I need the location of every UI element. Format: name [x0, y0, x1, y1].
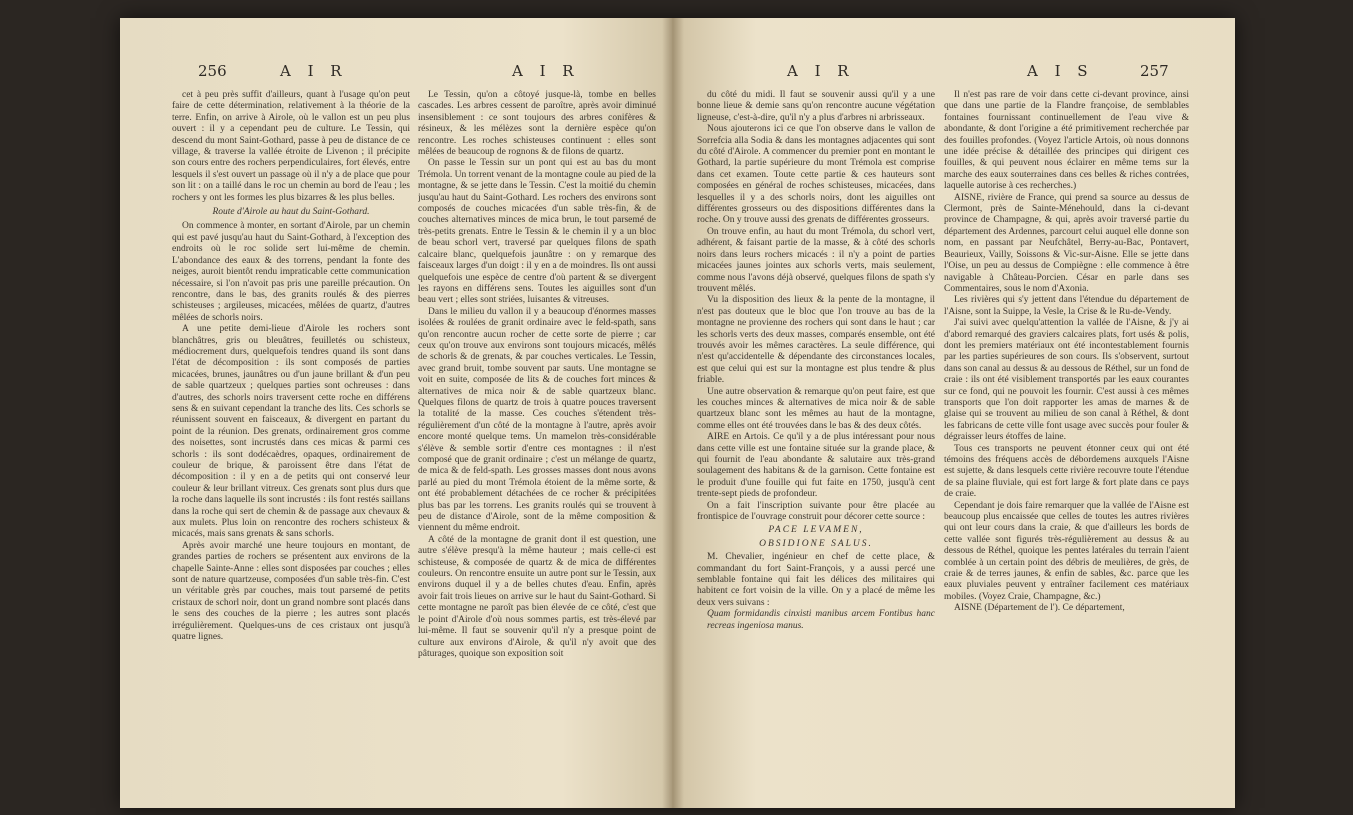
latin-verse: Quam formidandis cinxisti manibus arcem Fontibus hanc recreas ingeniosa manus.: [707, 609, 935, 631]
inscription-line-1: PACE LEVAMEN,: [768, 525, 864, 536]
paragraph: AISNE, rivière de France, qui prend sa source au dessus de Clermont, près de Sainte-Ménehould, dans la ci-devant province de Champagne, & qui, après avoir traversé partie du département des Ardennes, parcourt celui auquel elle donne son nom, en passant par Neufchâtel, Berry-au-Bac, Pontavert, Beaurieux, Vailly, Soissons & Vic-sur-Aisne. Elle se jette dans l'Oise, un peu au dessus de Compiègne : elle commence à être navigable à Château-Porcien. César en parle dans ses Commentaires, sous le nom d'Axonia.: [944, 192, 1189, 294]
paragraph: On trouve enfin, au haut du mont Trémola, du schorl vert, adhérent, & faisant partie de la masse, & à côté des schorls noirs dans leurs rochers micacés : il n'y a point de parties micacées jaunes jointes aux schorls verts, mais seulement, comme nous l'avons déjà observé, quelques filons de spath s'y trouvent mêlés.: [697, 226, 935, 294]
paragraph: Cependant je dois faire remarquer que la vallée de l'Aisne est beaucoup plus encaissée que celles de toutes les autres rivières qui ont leur cours dans la craie, & que d'ailleurs les bords de cette vallée sont figurés très-régulièrement au dessus & au dessous de Réthel, quoique les pentes latérales du terrain l'aient comblée à un certain point des débris de meulières, de grès, de craie & de terres jaunes, & enfin de sables, &c. parce que les eaux pluviales peuvent y entraîner facilement ces matériaux mobiles. (Voyez Craie, Champagne, &c.): [944, 500, 1189, 602]
left-page-column-1: [172, 90, 410, 730]
right-page-header: [672, 62, 1235, 86]
right-running-head-2: A I S: [1027, 62, 1094, 80]
open-book: [120, 18, 1235, 808]
right-running-head-1: A I R: [787, 62, 855, 80]
left-running-head-2: A I R: [512, 62, 580, 80]
paragraph: Vu la disposition des lieux & la pente de la montagne, il n'est pas douteux que le bloc que l'on trouve au bas de la montagne ne provienne des rochers qui sont dans le haut ; car les schorls verts des deux masses, comparés ensemble, ont été trouvés avoir les mêmes caractères. La seule différence, qui n'est qu'accidentelle & dépendante des circonstances locales, est que celui qui est sur la montagne est plus tendre & plus friable.: [697, 295, 935, 386]
right-page: [672, 18, 1235, 808]
right-page-column-2: [944, 90, 1189, 730]
right-page-column-1: [697, 90, 935, 730]
left-running-head-1: A I R: [280, 62, 348, 80]
paragraph: AISNE (Département de l'). Ce département,: [954, 603, 1125, 614]
left-page-column-2: [418, 90, 656, 730]
paragraph: AIRE en Artois. Ce qu'il y a de plus intéressant pour nous dans cette ville est une fontaine située sur la grande place, & qui fournit de l'eau abondante & salutaire aux très-grand soulagement des habitans & de la garnison. Cette fontaine est le produit d'une fouille qui fut faite en 1750, jusqu'à cent trente-sept pieds de profondeur.: [697, 432, 935, 500]
paragraph: cet à peu près suffit d'ailleurs, quant à l'usage qu'on peut faire de cette détermination, relativement à la théorie de la terre. Enfin, on arrive à Airole, où le vallon est un peu plus ouvert : il y a cependant peu de culture. Le Tessin, qui descend du mont Saint-Gothard, passe à peu de distance de ce village, & traverse la vallée étroite de Livenon ; il précipite son cours entre des rochers perpendiculaires, fort élevés, entre lesquels il s'est ouvert un passage où il n'y a de place que pour son lit : on a taillé dans le roc un chemin au bord de l'eau ; les rochers y ont les formes les plus bizarres & les plus belles.: [172, 90, 410, 203]
paragraph: On a fait l'inscription suivante pour être placée au frontispice de l'ouvrage construit pour décorer cette source :: [697, 500, 935, 523]
left-page: [120, 18, 672, 808]
paragraph: Tous ces transports ne peuvent étonner ceux qui ont été témoins des fréquens accès de débordemens auxquels l'Aisne est sujette, & dans lesquels cette rivière recouvre toute l'étendue de sa plaine fluviale, qui est fort large & fort plate dans ce pays de craie.: [944, 443, 1189, 500]
paragraph: M. Chevalier, ingénieur en chef de cette place, & commandant du fort Saint-François, y a aussi percé une semblable fontaine qui fait les délices des militaires qui habitent ce fort voisin de la ville. On y a placé de même les deux vers suivans :: [697, 552, 935, 608]
section-heading: Route d'Airole au haut du Saint-Gothard.: [212, 207, 370, 218]
left-page-header: [120, 62, 672, 86]
book-gutter: [662, 18, 684, 808]
paragraph: On commence à monter, en sortant d'Airole, par un chemin qui est pavé jusqu'au haut du Saint-Gothard, à l'exception des endroits où le roc solide sert lui-même de chemin. L'abondance des eaux & des torrens, pendant la fonte des neiges, auroit bientôt rendu impraticable cette communication nécessaire, si l'on n'avoit pas pris une pareille précaution. On rencontre, dans le bas, des granits roulés & des pierres schisteuses ; argileuses, micacées, mêlées de quartz, d'autres mêlées de schorls noirs.: [172, 221, 410, 323]
paragraph: A côté de la montagne de granit dont il est question, une autre s'élève presqu'à la même hauteur ; mais celle-ci est schisteuse, & composée de quartz & de mica de différentes couleurs. On rencontre ensuite un autre pont sur le Tessin, aux environs duquel il y a de belles chutes d'eau. Enfin, après avoir fait trois lieues on arrive sur le haut du Saint-Gothard. Si cette montagne ne paroît pas bien élevée de ce côté, c'est que le point d'Airole d'où nous sommes partis, est très-élevé par lui-même. Il faut se souvenir qu'il n'y a presque point de culture aux environs d'Airole, & qu'il n'y avoit que des pâturages, quoique son exposition soit: [418, 534, 656, 659]
paragraph: Dans le milieu du vallon il y a beaucoup d'énormes masses isolées & roulées de granit ordinaire avec le feld-spath, sans qu'on rencontre aucun rocher de cette sorte de pierre ; car ceux qu'on trouve aux environs sont toujours micacés, mêlés de schorls & de grenats, & par couches verticales. Le Tessin, avec grand bruit, tombe souvent par sauts. Une montagne se voit en suite, composée de lits & de couches fort minces & alternatives de mica noir & de sable quartzeux blanc. Quelques filons de quartz de trois à quatre pouces traversent la totalité de la masse. Ces couches s'étendent très-régulièrement d'un côté de la montagne à l'autre, après avoir encore monté quelque tems. Un mamelon très-considérable s'élève & semble sortir d'entre ces montagnes : il n'est composé que de granit ordinaire ; c'est un mélange de quartz, de mica & de feld-spath. Les grosses masses dont nous avons parlé au pied du mont Trémola étoient de la même sorte, & ont été probablement détachées de ce rocher & précipitées plus bas par les torrens. Les granits roulés qui se trouvent à peu de distance d'Airole, sont de la même composition & viennent du même endroit.: [418, 306, 656, 534]
paragraph: Nous ajouterons ici ce que l'on observe dans le vallon de Sorrefcia alla Sodia & dans les montagnes adjacentes qui sont du côté d'Airole. A commencer du premier pont en montant le Gothard, la partie supérieure du mont Trémola est comprise dans cet examen. Toute cette partie & ces hauteurs sont composées en général de roches schisteuses, micacées, dans lesquelles il y a des schorls noirs, dont les aiguilles ont différentes grosseurs ou des dispositions différentes dans la roche. On y trouve aussi des grenats de différentes grosseurs.: [697, 124, 935, 226]
paragraph: Le Tessin, qu'on a côtoyé jusque-là, tombe en belles cascades. Les arbres cessent de paroître, après avoir diminué insensiblement : ce sont toujours des arbres conifères & résineux, & les mélèzes sont la dernière espèce qu'on rencontre. Les roches schisteuses continuent : elles sont mêlées de beaucoup de rognons & de filons de quartz.: [418, 90, 656, 158]
paragraph: A une petite demi-lieue d'Airole les rochers sont blanchâtres, gris ou bleuâtres, feuilletés ou schisteux, médiocrement durs, quelquefois tendres quand ils sont dans l'état de décomposition : ils sont composés de parties micacées, brunes, jaunâtres ou d'un jaune brillant & d'un peu de sable quartzeux ; quelques parties sont ochreuses : dans d'autres, des schorls noirs traversent cette roche en différens sens & en suivant cependant la tranche des lits. Ces schorls se réunissent souvent en faisceaux, & divergent en partant du point de la réunion. Des grenats, ordinairement gros comme des noisettes, sont incrustés dans ces micas & parmi ces schorls : ils sont dodécaèdres, opaques, ordinairement de couleur de brique, & paroissent être dans l'état de décomposition : il y en a de petits qui ont conservé leur couleur & leur brillant vitreux. Ces grenats sont plus durs que la roche dans laquelle ils sont incrustés : ils font restés saillans dans la roche qui sert de chemin & de passage aux chevaux & aux mulets. Plus loin on rencontre des rochers schisteux & micacés, mais sans grenats & sans schorls.: [172, 324, 410, 540]
paragraph: J'ai suivi avec quelqu'attention la vallée de l'Aisne, & j'y ai d'abord remarqué des graviers calcaires plats, fort usés & polis, dont les premiers matériaux ont été incontestablement fournis par les parties supérieures de son cours. Ils s'observent, surtout dans son canal au dessus & au dessous de Réthel, sur un fond de craie : ils ont été visiblement transportés par les eaux courantes sur ce fond, qui ne pouvoit les fournir. C'est aussi à ces mêmes transports que l'on doit rapporter les amas de marnes & de glaise qui se trouvent au milieu de son canal à Réthel, & dont les fabricans de cette ville font usage avec succès pour fouler & dégraisser leurs étoffes de laine.: [944, 318, 1189, 443]
left-page-number: 256: [198, 62, 227, 80]
right-page-number: 257: [1140, 62, 1169, 80]
paragraph: Les rivières qui s'y jettent dans l'étendue du département de l'Aisne, sont la Suippe, la Vesle, la Crise & le Ru-de-Vendy.: [944, 295, 1189, 317]
paragraph: Après avoir marché une heure toujours en montant, de grandes parties de rochers se présentent aux environs de la chapelle Sainte-Anne : elles sont disposées par couches ; elles sont de nature quartzeuse, composées d'un sable très-fin. C'est un véritable grès par couches, mais tout parsemé de petits cristaux de schorl noir, dont un grand nombre sont placés dans le sens des couches de la pierre ; les autres sont placés irrégulièrement. Quelques-uns de ces cristaux ont jusqu'à quatre lignes.: [172, 540, 410, 643]
inscription-line-2: OBSIDIONE SALUS.: [759, 538, 873, 549]
paragraph: On passe le Tessin sur un pont qui est au bas du mont Trémola. Un torrent venant de la montagne coule au pied de la montagne, & se jette dans le Tessin. C'est la moitié du chemin jusqu'au haut du Saint-Gothard. Les rochers des environs sont composés de couches micacées d'un sable très-fin, & de couches alternatives minces de mica brun, le tout parsemé de très-petits grenats. Entre le Tessin & le chemin il y a un bloc de beau schorl vert, traversé par quelques filons de spath calcaire blanc, quelquefois jaunâtre : on y remarque des faisceaux larges d'un doigt : il y en a de moindres. Ils ont aussi quelquefois une espèce de centre d'où partent & se divergent les rayons en différens sens. Toutes les aiguilles sont d'un beau vert ; elles sont striées, luisantes & vitreuses.: [418, 158, 656, 306]
paragraph: Une autre observation & remarque qu'on peut faire, est que les couches minces & alternatives de mica noir & de sable quartzeux blanc sont les mêmes au haut de la montagne, comme elles ont été trouvées dans le bas & des deux côtés.: [697, 386, 935, 431]
paragraph: du côté du midi. Il faut se souvenir aussi qu'il y a une bonne lieue & demie sans qu'on rencontre aucune végétation ligneuse, c'est-à-dire, qu'il n'y a plus d'arbres ni arbrisseaux.: [697, 90, 935, 123]
paragraph: Il n'est pas rare de voir dans cette ci-devant province, ainsi que dans une partie de la Flandre françoise, de semblables fontaines fournissant continuellement de l'eau vive & abondante, & dont l'origine a été primitivement recherchée par des fouilles profondes. (Voyez l'article Artois, où nous donnons une idée précise & détaillée des principes qui dirigent ces fouilles, & qui peuvent nous éclairer en même tems sur la marche des eaux souterraines dans ces belles & riches contrées, laquelle autorise à ces recherches.): [944, 90, 1189, 192]
